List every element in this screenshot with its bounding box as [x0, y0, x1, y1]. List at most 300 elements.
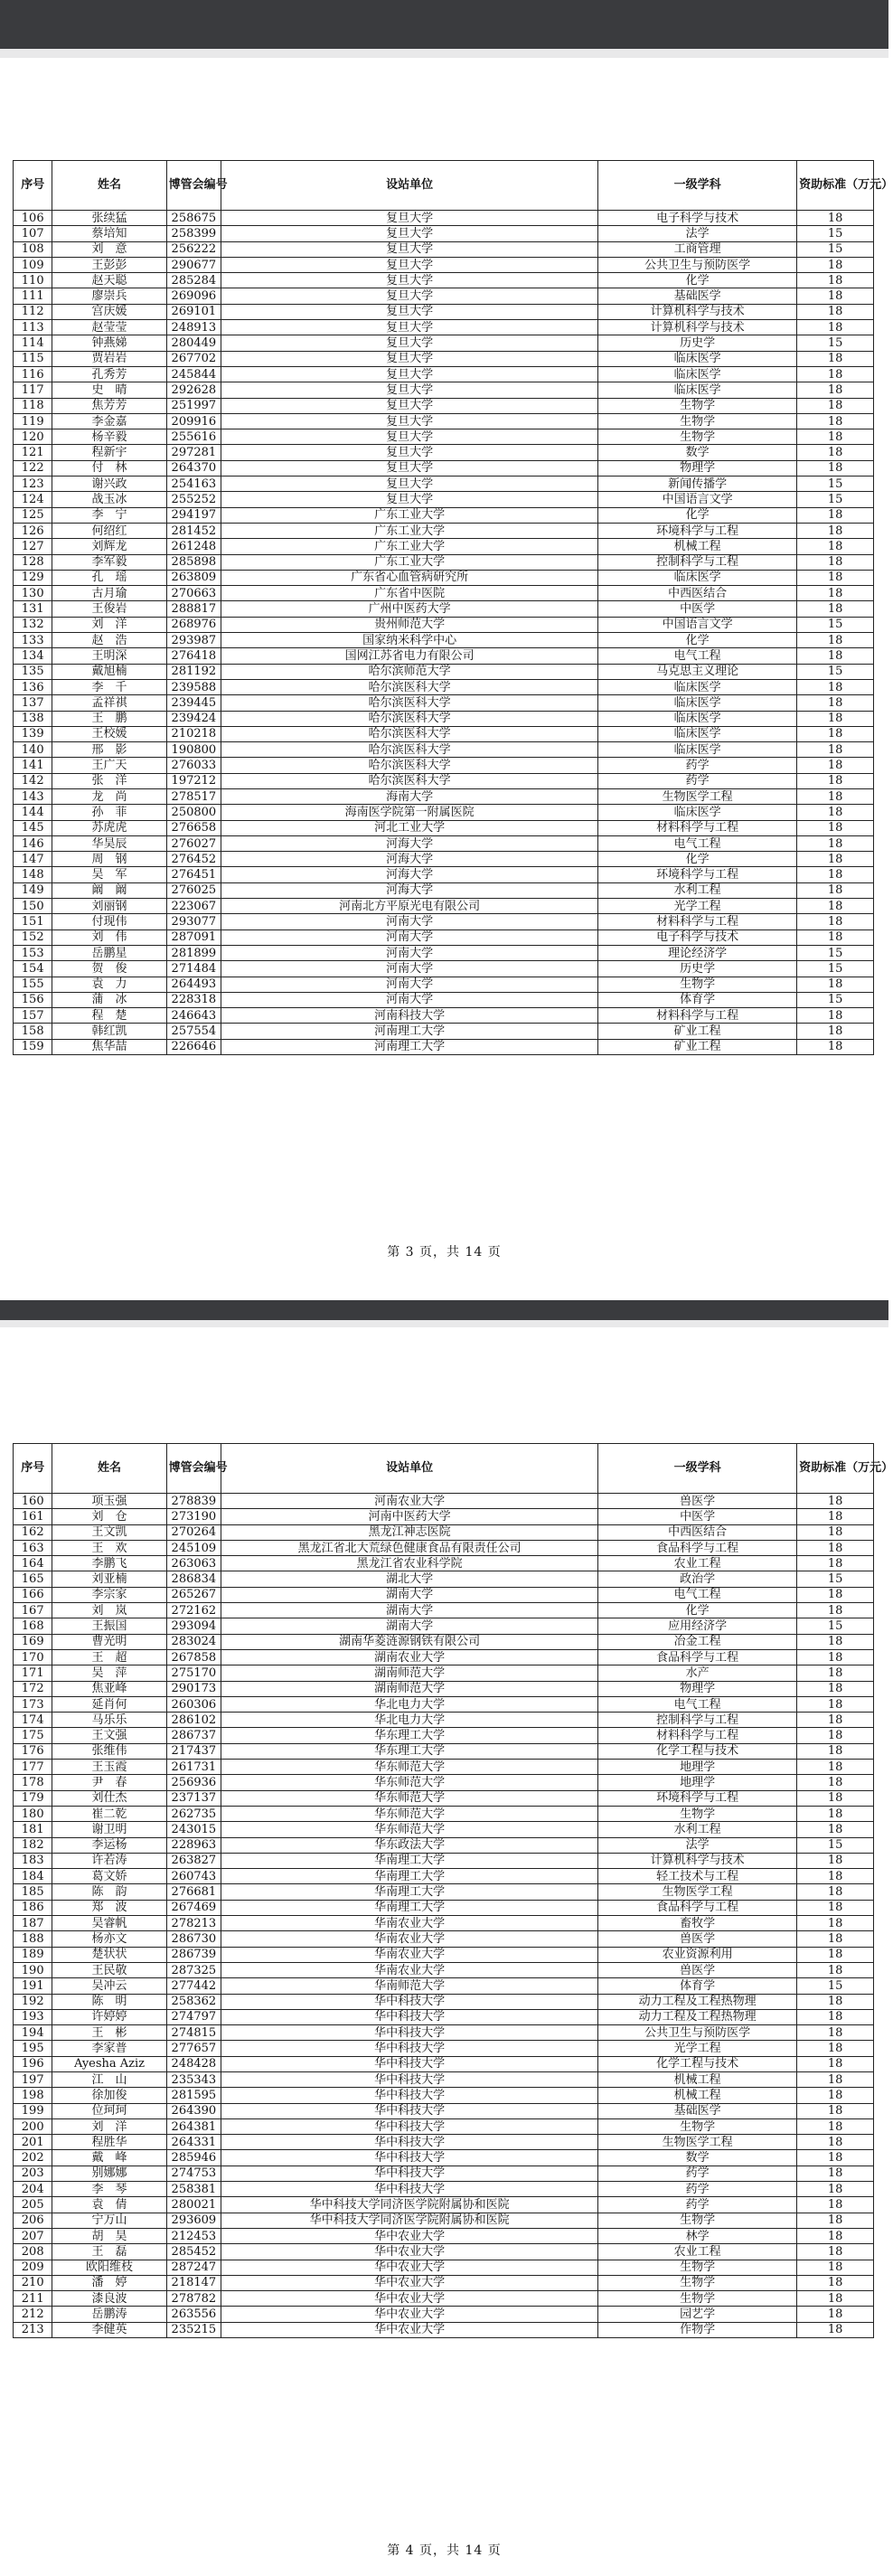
cell-unit: 湖南大学: [221, 1587, 598, 1602]
page-gap: [0, 49, 888, 58]
cell-unit: 哈尔滨医科大学: [221, 711, 598, 726]
cell-unit: 复旦大学: [221, 351, 598, 366]
cell-discipline: 水产: [598, 1665, 797, 1681]
cell-code: 276452: [166, 852, 221, 867]
header-unit: 设站单位: [221, 161, 598, 211]
cell-unit: 河南北方平原光电有限公司: [221, 899, 598, 914]
cell-name: 王 超: [52, 1649, 166, 1665]
cell-name: 李 千: [52, 679, 166, 694]
cell-discipline: 化学: [598, 633, 797, 648]
cell-code: 281595: [166, 2088, 221, 2103]
cell-unit: 哈尔滨医科大学: [221, 742, 598, 758]
cell-unit: 华北电力大学: [221, 1713, 598, 1728]
cell-unit: 复旦大学: [221, 335, 598, 351]
cell-no: 119: [14, 413, 52, 429]
cell-funding: 15: [797, 335, 874, 351]
cell-funding: 18: [797, 429, 874, 445]
cell-discipline: 环境科学与工程: [598, 523, 797, 538]
table-row: [14, 961, 874, 977]
cell-code: 263827: [166, 1853, 221, 1868]
cell-name: 钟燕娣: [52, 335, 166, 351]
cell-unit: 黑龙江省北大荒绿色健康食品有限责任公司: [221, 1540, 598, 1555]
cell-no: 124: [14, 492, 52, 507]
cell-funding: 15: [797, 664, 874, 679]
cell-code: 286739: [166, 1947, 221, 1962]
cell-discipline: 光学工程: [598, 2041, 797, 2056]
cell-unit: 河南中医药大学: [221, 1509, 598, 1524]
cell-unit: 河海大学: [221, 852, 598, 867]
cell-no: 213: [14, 2322, 52, 2337]
cell-no: 193: [14, 2009, 52, 2024]
cell-funding: 18: [797, 899, 874, 914]
cell-name: 贾岩岩: [52, 351, 166, 366]
cell-unit: 华南理工大学: [221, 1853, 598, 1868]
table-row: [14, 335, 874, 351]
cell-funding: 18: [797, 773, 874, 788]
cell-code: 287247: [166, 2260, 221, 2275]
cell-code: 260743: [166, 1869, 221, 1884]
cell-discipline: 临床医学: [598, 695, 797, 711]
table-row: [14, 899, 874, 914]
cell-name: 刘亚楠: [52, 1571, 166, 1587]
cell-no: 112: [14, 304, 52, 319]
cell-unit: 华东理工大学: [221, 1743, 598, 1759]
cell-unit: 广东工业大学: [221, 507, 598, 523]
cell-no: 185: [14, 1884, 52, 1900]
cell-discipline: 园艺学: [598, 2307, 797, 2322]
cell-unit: 华中农业大学: [221, 2307, 598, 2322]
cell-name: 葛文娇: [52, 1869, 166, 1884]
cell-code: 274753: [166, 2166, 221, 2181]
cell-funding: 18: [797, 1869, 874, 1884]
cell-funding: 18: [797, 2291, 874, 2307]
cell-no: 183: [14, 1853, 52, 1868]
cell-no: 110: [14, 273, 52, 288]
cell-name: 郑 波: [52, 1900, 166, 1915]
cell-name: 刘 伟: [52, 929, 166, 945]
cell-name: 李鹏飞: [52, 1556, 166, 1571]
cell-no: 136: [14, 679, 52, 694]
table-row: [14, 1696, 874, 1712]
cell-unit: 湖南大学: [221, 1618, 598, 1634]
cell-code: 285452: [166, 2244, 221, 2260]
cell-unit: 哈尔滨师范大学: [221, 664, 598, 679]
cell-code: 274815: [166, 2025, 221, 2041]
cell-name: 许婷婷: [52, 2009, 166, 2024]
table-row: [14, 2150, 874, 2166]
cell-discipline: 农业工程: [598, 1556, 797, 1571]
table-row: [14, 2056, 874, 2071]
header-name: 姓名: [52, 1444, 166, 1494]
cell-no: 172: [14, 1681, 52, 1696]
cell-unit: 华中农业大学: [221, 2228, 598, 2243]
cell-name: 史 晴: [52, 382, 166, 398]
table-row: [14, 2118, 874, 2134]
header-funding: 资助标准（万元）: [797, 161, 874, 211]
header-code: 博管会编号: [166, 1444, 221, 1494]
table-row: [14, 477, 874, 492]
table-row: [14, 758, 874, 773]
table-row: [14, 1884, 874, 1900]
cell-unit: 河南大学: [221, 992, 598, 1007]
cell-unit: 华中科技大学: [221, 2041, 598, 2056]
cell-discipline: 化学工程与技术: [598, 2056, 797, 2071]
table-row: [14, 867, 874, 882]
cell-no: 117: [14, 382, 52, 398]
cell-code: 209916: [166, 413, 221, 429]
cell-funding: 18: [797, 351, 874, 366]
table-row: [14, 382, 874, 398]
document-page-4: [0, 1327, 893, 2576]
cell-discipline: 数学: [598, 445, 797, 460]
cell-unit: 河南大学: [221, 977, 598, 992]
cell-code: 276681: [166, 1884, 221, 1900]
cell-unit: 华东政法大学: [221, 1837, 598, 1853]
cell-unit: 复旦大学: [221, 320, 598, 335]
cell-funding: 18: [797, 1681, 874, 1696]
cell-funding: 18: [797, 1665, 874, 1681]
cell-name: 崔二乾: [52, 1806, 166, 1821]
cell-unit: 贵州师范大学: [221, 617, 598, 632]
table-row: [14, 2009, 874, 2024]
cell-no: 161: [14, 1509, 52, 1524]
cell-no: 153: [14, 945, 52, 960]
cell-discipline: 材料科学与工程: [598, 1728, 797, 1743]
cell-code: 258399: [166, 226, 221, 241]
cell-code: 226646: [166, 1039, 221, 1054]
cell-funding: 18: [797, 554, 874, 570]
table-row: [14, 2025, 874, 2041]
cell-name: 孙 菲: [52, 805, 166, 820]
cell-no: 128: [14, 554, 52, 570]
cell-funding: 18: [797, 820, 874, 835]
table-row: [14, 2135, 874, 2150]
cell-no: 168: [14, 1618, 52, 1634]
cell-name: 王民敬: [52, 1962, 166, 1977]
table-row: [14, 570, 874, 585]
cell-unit: 哈尔滨医科大学: [221, 773, 598, 788]
cell-funding: 18: [797, 2213, 874, 2228]
cell-no: 141: [14, 758, 52, 773]
cell-no: 191: [14, 1978, 52, 1994]
cell-name: 吴睿帆: [52, 1916, 166, 1931]
cell-discipline: 法学: [598, 226, 797, 241]
cell-name: 刘辉龙: [52, 539, 166, 554]
cell-discipline: 环境科学与工程: [598, 867, 797, 882]
header-name: 姓名: [52, 161, 166, 211]
cell-discipline: 电气工程: [598, 1696, 797, 1712]
cell-code: 243015: [166, 1822, 221, 1837]
cell-code: 267469: [166, 1900, 221, 1915]
cell-funding: 18: [797, 1556, 874, 1571]
cell-no: 123: [14, 477, 52, 492]
table-row: [14, 1603, 874, 1618]
cell-unit: 华中科技大学: [221, 2009, 598, 2024]
cell-discipline: 生物学: [598, 977, 797, 992]
cell-funding: 18: [797, 1962, 874, 1977]
cell-funding: 18: [797, 2088, 874, 2103]
cell-code: 256222: [166, 241, 221, 257]
table-row: [14, 2213, 874, 2228]
cell-unit: 湖南华菱涟源钢铁有限公司: [221, 1634, 598, 1649]
table-row: [14, 2088, 874, 2103]
cell-funding: 18: [797, 288, 874, 304]
cell-code: 256936: [166, 1775, 221, 1790]
cell-discipline: 体育学: [598, 1978, 797, 1994]
funding-table: [13, 160, 893, 1055]
table-row: [14, 1900, 874, 1915]
cell-code: 235215: [166, 2322, 221, 2337]
table-row: [14, 1775, 874, 1790]
cell-code: 277442: [166, 1978, 221, 1994]
cell-code: 270663: [166, 586, 221, 601]
cell-code: 290677: [166, 257, 221, 272]
cell-code: 258362: [166, 1994, 221, 2009]
cell-name: 尹 春: [52, 1775, 166, 1790]
cell-name: 赵莹莹: [52, 320, 166, 335]
cell-unit: 华南农业大学: [221, 1916, 598, 1931]
cell-unit: 湖南师范大学: [221, 1681, 598, 1696]
cell-code: 276451: [166, 867, 221, 882]
cell-discipline: 临床医学: [598, 805, 797, 820]
cell-unit: 华中农业大学: [221, 2322, 598, 2337]
cell-unit: 复旦大学: [221, 288, 598, 304]
table-row: [14, 1931, 874, 1947]
header-discipline: 一级学科: [598, 161, 797, 211]
cell-no: 144: [14, 805, 52, 820]
cell-name: 刘 意: [52, 241, 166, 257]
cell-funding: 18: [797, 711, 874, 726]
cell-code: 278839: [166, 1494, 221, 1509]
cell-funding: 18: [797, 929, 874, 945]
cell-funding: 18: [797, 1790, 874, 1806]
cell-name: 王俊岩: [52, 601, 166, 617]
cell-funding: 15: [797, 241, 874, 257]
cell-unit: 河南大学: [221, 961, 598, 977]
cell-no: 108: [14, 241, 52, 257]
cell-no: 167: [14, 1603, 52, 1618]
cell-funding: 18: [797, 586, 874, 601]
cell-name: 戴 峰: [52, 2150, 166, 2166]
table-row: [14, 398, 874, 413]
cell-unit: 复旦大学: [221, 492, 598, 507]
cell-funding: 18: [797, 648, 874, 664]
cell-code: 276027: [166, 835, 221, 851]
cell-unit: 湖南师范大学: [221, 1665, 598, 1681]
cell-funding: 15: [797, 1978, 874, 1994]
cell-name: 陈 明: [52, 1994, 166, 2009]
cell-discipline: 机械工程: [598, 2088, 797, 2103]
cell-no: 160: [14, 1494, 52, 1509]
cell-unit: 华东师范大学: [221, 1760, 598, 1775]
cell-discipline: 轻工技术与工程: [598, 1869, 797, 1884]
cell-funding: 18: [797, 679, 874, 694]
cell-funding: 18: [797, 1994, 874, 2009]
cell-no: 159: [14, 1039, 52, 1054]
cell-code: 264331: [166, 2135, 221, 2150]
cell-discipline: 历史学: [598, 335, 797, 351]
cell-discipline: 材料科学与工程: [598, 914, 797, 929]
cell-no: 184: [14, 1869, 52, 1884]
cell-funding: 18: [797, 2135, 874, 2150]
cell-unit: 复旦大学: [221, 477, 598, 492]
cell-name: 宁万山: [52, 2213, 166, 2228]
cell-unit: 华南师范大学: [221, 1978, 598, 1994]
cell-funding: 18: [797, 1931, 874, 1947]
cell-code: 293077: [166, 914, 221, 929]
cell-no: 192: [14, 1994, 52, 2009]
cell-discipline: 生物学: [598, 398, 797, 413]
cell-funding: 18: [797, 523, 874, 538]
cell-name: 徐加俊: [52, 2088, 166, 2103]
cell-unit: 华中科技大学: [221, 1994, 598, 2009]
cell-no: 130: [14, 586, 52, 601]
cell-funding: 18: [797, 2118, 874, 2134]
cell-no: 178: [14, 1775, 52, 1790]
cell-no: 157: [14, 1008, 52, 1024]
cell-discipline: 水利工程: [598, 1822, 797, 1837]
cell-unit: 华东师范大学: [221, 1775, 598, 1790]
table-row: [14, 539, 874, 554]
cell-discipline: 临床医学: [598, 742, 797, 758]
cell-name: 李家普: [52, 2041, 166, 2056]
cell-discipline: 中国语言文学: [598, 617, 797, 632]
cell-name: 孔 瑶: [52, 570, 166, 585]
cell-funding: 18: [797, 1713, 874, 1728]
cell-funding: 18: [797, 1494, 874, 1509]
cell-code: 286737: [166, 1728, 221, 1743]
cell-no: 170: [14, 1649, 52, 1665]
cell-name: 刘 洋: [52, 617, 166, 632]
cell-name: 楚状状: [52, 1947, 166, 1962]
table-row: [14, 2041, 874, 2056]
cell-no: 120: [14, 429, 52, 445]
cell-code: 263556: [166, 2307, 221, 2322]
cell-discipline: 地理学: [598, 1775, 797, 1790]
table-row: [14, 1916, 874, 1931]
table-row: [14, 2182, 874, 2197]
table-row: [14, 1760, 874, 1775]
cell-discipline: 物理学: [598, 1681, 797, 1696]
page-gap: [0, 1320, 888, 1327]
cell-name: 曹光明: [52, 1634, 166, 1649]
cell-no: 180: [14, 1806, 52, 1821]
cell-code: 267858: [166, 1649, 221, 1665]
cell-code: 275170: [166, 1665, 221, 1681]
table-row: [14, 1869, 874, 1884]
table-row: [14, 2228, 874, 2243]
cell-no: 156: [14, 992, 52, 1007]
cell-code: 190800: [166, 742, 221, 758]
cell-no: 143: [14, 788, 52, 804]
cell-code: 260306: [166, 1696, 221, 1712]
cell-name: 焦华喆: [52, 1039, 166, 1054]
cell-code: 280021: [166, 2197, 221, 2213]
header-no: 序号: [14, 1444, 52, 1494]
cell-name: 许若涛: [52, 1853, 166, 1868]
table-row: [14, 1039, 874, 1054]
cell-no: 197: [14, 2071, 52, 2087]
cell-funding: 18: [797, 2182, 874, 2197]
cell-no: 174: [14, 1713, 52, 1728]
cell-funding: 18: [797, 1760, 874, 1775]
cell-discipline: 兽医学: [598, 1962, 797, 1977]
table-row: [14, 273, 874, 288]
header-discipline: 一级学科: [598, 1444, 797, 1494]
table-row: [14, 1587, 874, 1602]
cell-name: 岳鹏涛: [52, 2307, 166, 2322]
cell-code: 261248: [166, 539, 221, 554]
cell-no: 134: [14, 648, 52, 664]
cell-unit: 河南大学: [221, 914, 598, 929]
table-row: [14, 1008, 874, 1024]
cell-no: 158: [14, 1024, 52, 1039]
cell-funding: 18: [797, 788, 874, 804]
cell-code: 269096: [166, 288, 221, 304]
cell-discipline: 农业资源利用: [598, 1947, 797, 1962]
cell-unit: 河南大学: [221, 929, 598, 945]
cell-unit: 华中科技大学: [221, 2103, 598, 2118]
cell-unit: 河海大学: [221, 867, 598, 882]
cell-no: 211: [14, 2291, 52, 2307]
table-row: [14, 601, 874, 617]
table-row: [14, 2260, 874, 2275]
cell-no: 202: [14, 2150, 52, 2166]
cell-name: 龙 尚: [52, 788, 166, 804]
cell-no: 114: [14, 335, 52, 351]
cell-unit: 湖南农业大学: [221, 1649, 598, 1665]
cell-discipline: 药学: [598, 773, 797, 788]
cell-funding: 18: [797, 211, 874, 226]
cell-discipline: 公共卫生与预防医学: [598, 257, 797, 272]
cell-discipline: 马克思主义理论: [598, 664, 797, 679]
cell-discipline: 畜牧学: [598, 1916, 797, 1931]
cell-name: 周 钢: [52, 852, 166, 867]
cell-funding: 18: [797, 273, 874, 288]
cell-funding: 18: [797, 2244, 874, 2260]
cell-funding: 15: [797, 492, 874, 507]
table-row: [14, 1649, 874, 1665]
cell-funding: 18: [797, 758, 874, 773]
cell-unit: 河海大学: [221, 882, 598, 898]
viewer-page-separator: [0, 1300, 888, 1320]
cell-name: 谢卫明: [52, 1822, 166, 1837]
cell-name: 张维伟: [52, 1743, 166, 1759]
table-row: [14, 2275, 874, 2290]
cell-no: 126: [14, 523, 52, 538]
cell-no: 152: [14, 929, 52, 945]
cell-funding: 18: [797, 382, 874, 398]
cell-discipline: 化学: [598, 273, 797, 288]
cell-name: 王广天: [52, 758, 166, 773]
cell-no: 118: [14, 398, 52, 413]
cell-funding: 18: [797, 1743, 874, 1759]
cell-unit: 广东工业大学: [221, 554, 598, 570]
table-header-row: [14, 161, 874, 211]
viewer-top-bar: [0, 0, 888, 49]
cell-discipline: 临床医学: [598, 726, 797, 741]
cell-funding: 18: [797, 1587, 874, 1602]
cell-funding: 18: [797, 726, 874, 741]
cell-no: 190: [14, 1962, 52, 1977]
cell-no: 182: [14, 1837, 52, 1853]
cell-discipline: 生物医学工程: [598, 1884, 797, 1900]
table-row: [14, 820, 874, 835]
cell-no: 140: [14, 742, 52, 758]
cell-name: 蔡培知: [52, 226, 166, 241]
cell-name: 刘 岚: [52, 1603, 166, 1618]
cell-discipline: 临床医学: [598, 366, 797, 382]
